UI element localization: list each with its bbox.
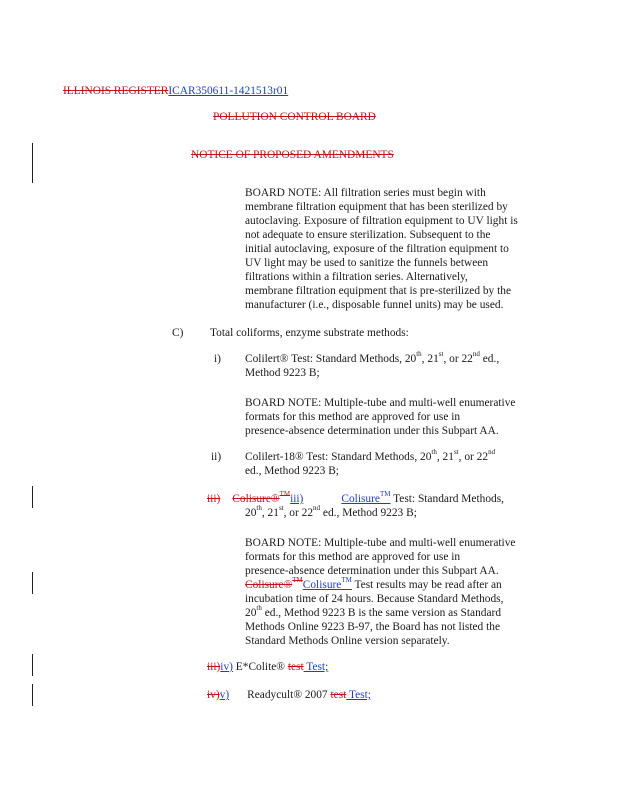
change-bar bbox=[32, 654, 33, 676]
board-title: POLLUTION CONTROL BOARD bbox=[213, 111, 376, 123]
item-iii-marker-deleted: iii) bbox=[207, 493, 221, 505]
item-ii-text: Colilert-18® Test: Standard Methods, 20th, 21st, or 22nd ed., Method 9223 B; bbox=[245, 448, 496, 477]
note-line: Colisure®™Colisure™ Test results may be read after an bbox=[245, 576, 502, 591]
change-bar bbox=[32, 143, 33, 183]
item-v: iv)v) Readycult® 2007 test Test; bbox=[207, 689, 371, 701]
item-iv: iii)iv) E*Colite® test Test; bbox=[207, 661, 329, 673]
note-line: presence-absence determination under this Subpart AA. bbox=[245, 425, 499, 437]
item-iii-marker-inserted: iii) bbox=[290, 493, 304, 505]
item-iv-marker-inserted: iv) bbox=[220, 661, 233, 673]
change-bar bbox=[32, 572, 33, 594]
item-i-marker: i) bbox=[214, 353, 221, 365]
section-c-marker: C) bbox=[172, 327, 184, 339]
item-v-marker-deleted: iv) bbox=[207, 689, 220, 701]
item-iv-marker-deleted: iii) bbox=[207, 661, 221, 673]
item-v-marker-inserted: v) bbox=[219, 689, 230, 701]
board-note-2 bbox=[245, 396, 515, 438]
note-line: BOARD NOTE: Multiple-tube and multi-well enumerative bbox=[245, 397, 516, 409]
note-line: BOARD NOTE: All filtration series must begin with bbox=[245, 187, 486, 199]
item-ii-marker: ii) bbox=[211, 451, 222, 463]
note-line: incubation time of 24 hours. Because Standard Methods, bbox=[245, 593, 504, 605]
note-line: filtrations within a filtration series. Alternatively, bbox=[245, 271, 468, 283]
notice-title: NOTICE OF PROPOSED AMENDMENTS bbox=[191, 149, 394, 161]
register-header bbox=[63, 84, 288, 98]
register-deleted: ILLINOIS REGISTER bbox=[63, 85, 169, 97]
note-line: Standard Methods Online version separately. bbox=[245, 635, 450, 647]
note-line: initial autoclaving, exposure of the filtration equipment to bbox=[245, 243, 509, 255]
item-iii-line1: iii) Colisure®™iii) Colisure™ Test: Standard Methods, bbox=[207, 490, 504, 505]
note-line: membrane filtration equipment that is pre-sterilized by the bbox=[245, 285, 512, 297]
note-line: membrane filtration equipment that has been sterilized by bbox=[245, 201, 508, 213]
note-line: 20th ed., Method 9223 B is the same version as Standard bbox=[245, 604, 502, 619]
section-c-text: Total coliforms, enzyme substrate methods: bbox=[210, 327, 409, 339]
note-line: UV light may be used to sanitize the funnels between bbox=[245, 257, 489, 269]
item-i-text: Colilert® Test: Standard Methods, 20th, 21st, or 22nd ed., Method 9223 B; bbox=[245, 350, 500, 379]
change-bar bbox=[32, 684, 33, 706]
note-line: formats for this method are approved for use in bbox=[245, 551, 461, 563]
note-line: not adequate to ensure sterilization. Subsequent to the bbox=[245, 229, 491, 241]
note-line: autoclaving. Exposure of filtration equipment to UV light is bbox=[245, 215, 518, 227]
board-note-3 bbox=[245, 536, 515, 648]
note-line: formats for this method are approved for use in bbox=[245, 411, 461, 423]
change-bar bbox=[32, 486, 33, 508]
note-line: BOARD NOTE: Multiple-tube and multi-well enumerative bbox=[245, 537, 516, 549]
item-iii-name-deleted: Colisure®™ bbox=[232, 490, 291, 505]
item-iii-line2: 20th, 21st, or 22nd ed., Method 9223 B; bbox=[245, 504, 417, 519]
note-line: Methods Online 9223 B-97, the Board has not listed the bbox=[245, 621, 500, 633]
register-inserted: ICAR350611-1421513r01 bbox=[168, 85, 289, 97]
note-line: manufacturer (i.e., disposable funnel units) may be used. bbox=[245, 299, 504, 311]
item-iii-name-inserted: Colisure™ bbox=[341, 490, 391, 505]
note-line: presence-absence determination under this Subpart AA. bbox=[245, 565, 499, 577]
board-note-1 bbox=[245, 186, 545, 312]
